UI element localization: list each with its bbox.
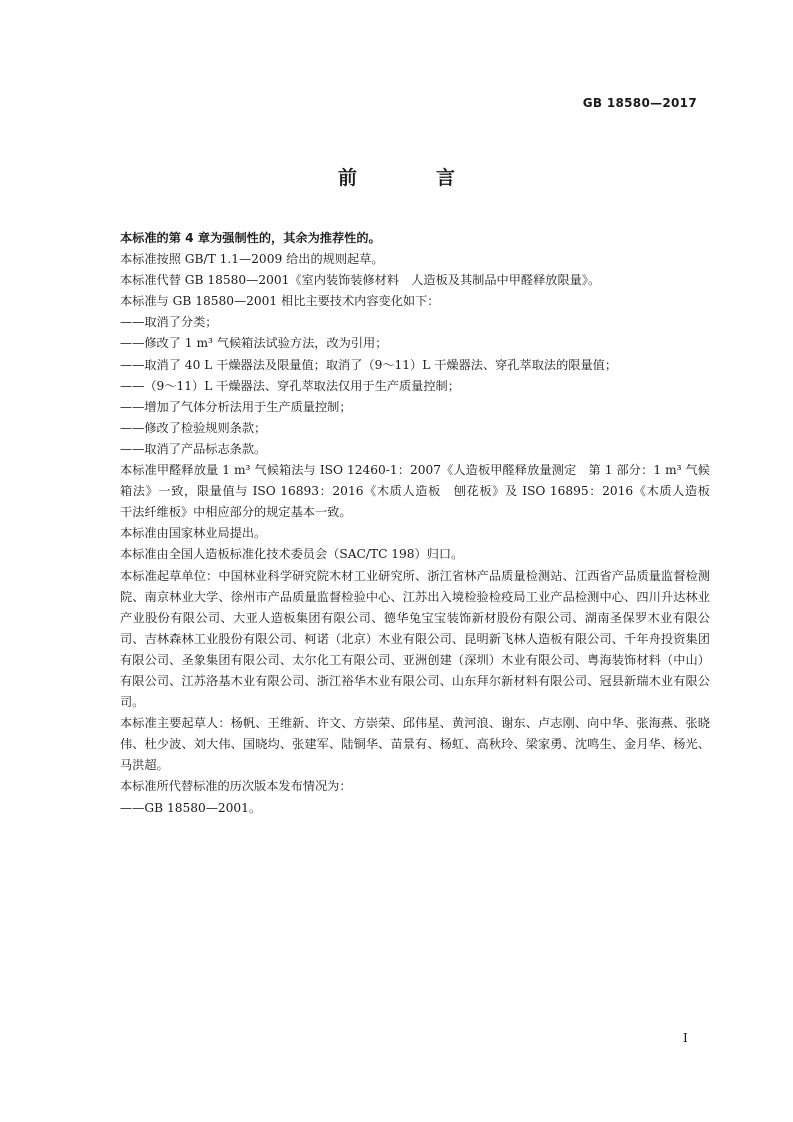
paragraph-main-drafters: 本标准主要起草人：杨帆、王维新、许文、方崇荣、邱伟星、黄河浪、谢东、卢志刚、向中华、张海燕、张晓伟、杜少波、刘大伟、国晓均、张建军、陆铜华、苗景有、杨虹、高秋玲、梁家勇、沈鸣生、金月华、杨光、马洪超。 [120, 716, 710, 773]
paragraph-previous-editions: 本标准所代替标准的历次版本发布情况为： [120, 779, 352, 794]
paragraph-replaces: 本标准代替 GB 18580—2001《室内装饰装修材料 人造板及其制品中甲醛释放限量》。 [120, 273, 601, 288]
change-item: ——修改了检验规则条款； [120, 420, 267, 435]
paragraph-drafting-units: 本标准起草单位：中国林业科学研究院木材工业研究所、浙江省林产品质量检测站、江西省产品质量监督检测院、南京林业大学、徐州市产品质量监督检验中心、江苏出入境检验检疫局工业产品检测中心、四川升达林业产业股份有限公司、大亚人造板集团有限公司、德华兔宝宝装饰新材股份有限公司、湖南圣保罗木业有限公司、吉林森林工业股份有限公司、柯诺（北京）木业有限公司、昆明新飞林人造板有限公司、千年舟投资集团有限公司、圣象集团有限公司、太尔化工有限公司、亚洲创建（深圳）木业有限公司、粤海装饰材料（中山）有限公司、江苏洛基木业有限公司、浙江裕华木业有限公司、山东拜尔新材料有限公司、冠县新瑞木业有限公司。 [120, 568, 710, 710]
change-item: ——取消了产品标志条款。 [120, 441, 267, 456]
previous-edition-item: ——GB 18580—2001。 [120, 800, 262, 815]
page-title: 前 言 [337, 167, 485, 189]
paragraph-proposed-by: 本标准由国家林业局提出。 [120, 526, 267, 541]
change-item: ——增加了气体分析法用于生产质量控制； [120, 399, 352, 414]
body-text [120, 228, 723, 819]
paragraph-technical-committee: 本标准由全国人造板标准化技术委员会（SAC/TC 198）归口。 [120, 547, 464, 562]
standard-code: GB 18580—2017 [582, 96, 697, 110]
paragraph-mandatory-note: 本标准的第 4 章为强制性的，其余为推荐性的。 [120, 231, 381, 245]
paragraph-drafting-rules: 本标准按照 GB/T 1.1—2009 给出的规则起草。 [120, 252, 384, 267]
change-item: ——取消了 40 L 干燥器法及限量值；取消了（9～11）L 干燥器法、穿孔萃取法的限量值； [120, 357, 618, 372]
change-item: ——修改了 1 m³ 气候箱法试验方法，改为引用； [120, 336, 388, 351]
paragraph-iso-equivalence: 本标准甲醛释放量 1 m³ 气候箱法与 ISO 12460-1：2007《人造板甲醛释放量测定 第 1 部分：1 m³ 气候箱法》一致，限量值与 ISO 16893：2016《木质人造板 刨花板》及 ISO 16895：2016《木质人造板 干法纤维板》中相应部分的规定基本一致。 [120, 463, 723, 520]
change-item: ——取消了分类； [120, 315, 218, 330]
page-number: I [683, 1031, 688, 1045]
change-item: ——（9～11）L 干燥器法、穿孔萃取法仅用于生产质量控制； [120, 378, 460, 393]
paragraph-changes-intro: 本标准与 GB 18580—2001 相比主要技术内容变化如下： [120, 294, 440, 309]
